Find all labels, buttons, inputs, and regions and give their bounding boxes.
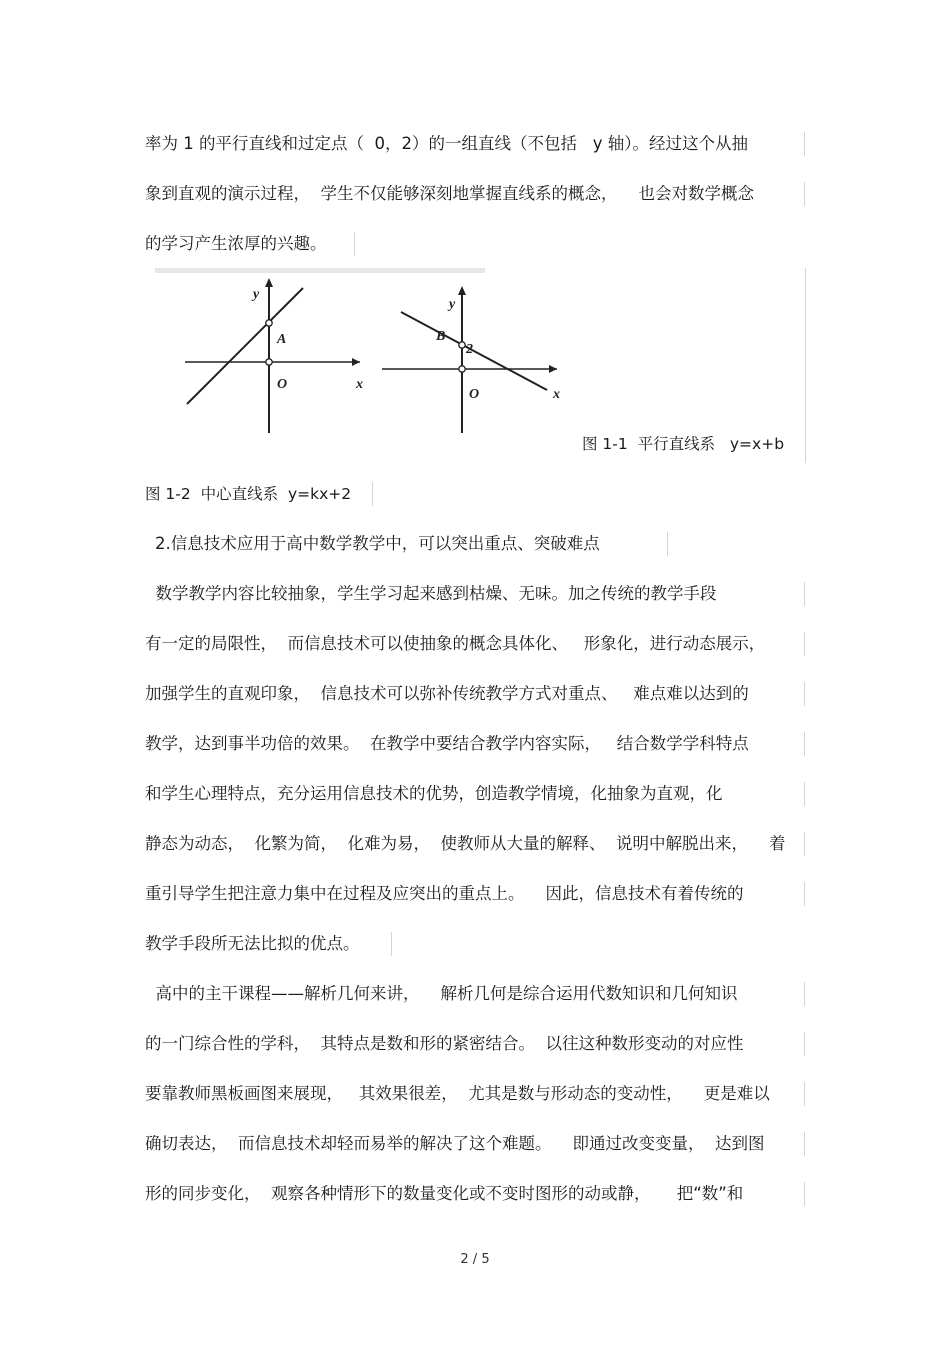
para2-line-5: 形的同步变化， 观察各种情形下的数量变化或不变时图形的动或静， 把“数”和 — [145, 1182, 805, 1206]
right-x-label: x — [553, 387, 560, 402]
left-o-label: O — [277, 377, 288, 392]
para1-line-8: 教学手段所无法比拟的优点。 — [145, 932, 392, 956]
right-diagram — [382, 286, 560, 433]
left-point-a — [266, 320, 272, 326]
para2-line-1: 高中的主干课程——解析几何来讲， 解析几何是综合运用代数知识和几何知识 — [145, 982, 805, 1006]
text-line-2: 象到直观的演示过程， 学生不仅能够深刻地掌握直线系的概念， 也会对数学概念 — [145, 182, 805, 206]
right-o-label: O — [469, 387, 480, 402]
section-heading: 2.信息技术应用于高中数学教学中，可以突出重点、突破难点 — [155, 532, 668, 556]
para2-line-4: 确切表达， 而信息技术却轻而易举的解决了这个难题。 即通过改变变量， 达到图 — [145, 1132, 805, 1156]
left-diagram — [185, 278, 363, 433]
para2-line-3: 要靠教师黑板画图来展现， 其效果很差， 尤其是数与形动态的变动性， 更是难以 — [145, 1082, 805, 1106]
left-y-label: y — [253, 287, 260, 302]
right-y-arrow — [458, 286, 466, 295]
caption-figure-1-2: 图 1-2 中心直线系 y=kx+2 — [145, 482, 373, 506]
left-x-label: x — [356, 377, 363, 392]
right-x-arrow — [549, 365, 557, 373]
para1-line-3: 加强学生的直观印象， 信息技术可以弥补传统教学方式对重点、 难点难以达到的 — [145, 682, 805, 706]
right-y-label: y — [449, 297, 456, 312]
caption-figure-1-1: 图 1-1 平行直线系 y=x+b — [582, 435, 785, 453]
para1-line-1: 数学教学内容比较抽象，学生学习起来感到枯燥、无味。加之传统的教学手段 — [145, 582, 805, 606]
cropped-header-strip — [155, 268, 485, 273]
page-number: 2 / 5 — [460, 1252, 490, 1267]
right-b-label: B — [436, 329, 446, 344]
text-line-1: 率为 1 的平行直线和过定点（ 0，2）的一组直线（不包括 y 轴）。经过这个从抽 — [145, 132, 805, 156]
para1-line-6: 静态为动态， 化繁为简， 化难为易， 使教师从大量的解释、 说明中解脱出来， 着 — [145, 832, 805, 856]
left-a-label: A — [277, 332, 287, 347]
para1-line-2: 有一定的局限性， 而信息技术可以使抽象的概念具体化、 形象化，进行动态展示， — [145, 632, 805, 656]
para2-line-2: 的一门综合性的学科， 其特点是数和形的紧密结合。 以往这种数形变动的对应性 — [145, 1032, 805, 1056]
left-origin-point — [266, 359, 272, 365]
para1-line-4: 教学，达到事半功倍的效果。 在教学中要结合教学内容实际， 结合数学学科特点 — [145, 732, 805, 756]
text-line-3: 的学习产生浓厚的兴趣。 — [145, 232, 355, 256]
para1-line-7: 重引导学生把注意力集中在过程及应突出的重点上。 因此，信息技术有着传统的 — [145, 882, 805, 906]
right-line — [401, 312, 547, 390]
left-y-arrow — [265, 278, 273, 287]
left-x-arrow — [352, 358, 360, 366]
right-2-label: 2 — [466, 342, 473, 357]
right-origin-point — [459, 366, 465, 372]
right-point-b — [459, 342, 465, 348]
para1-line-5: 和学生心理特点，充分运用信息技术的优势，创造教学情境，化抽象为直观，化 — [145, 782, 805, 806]
